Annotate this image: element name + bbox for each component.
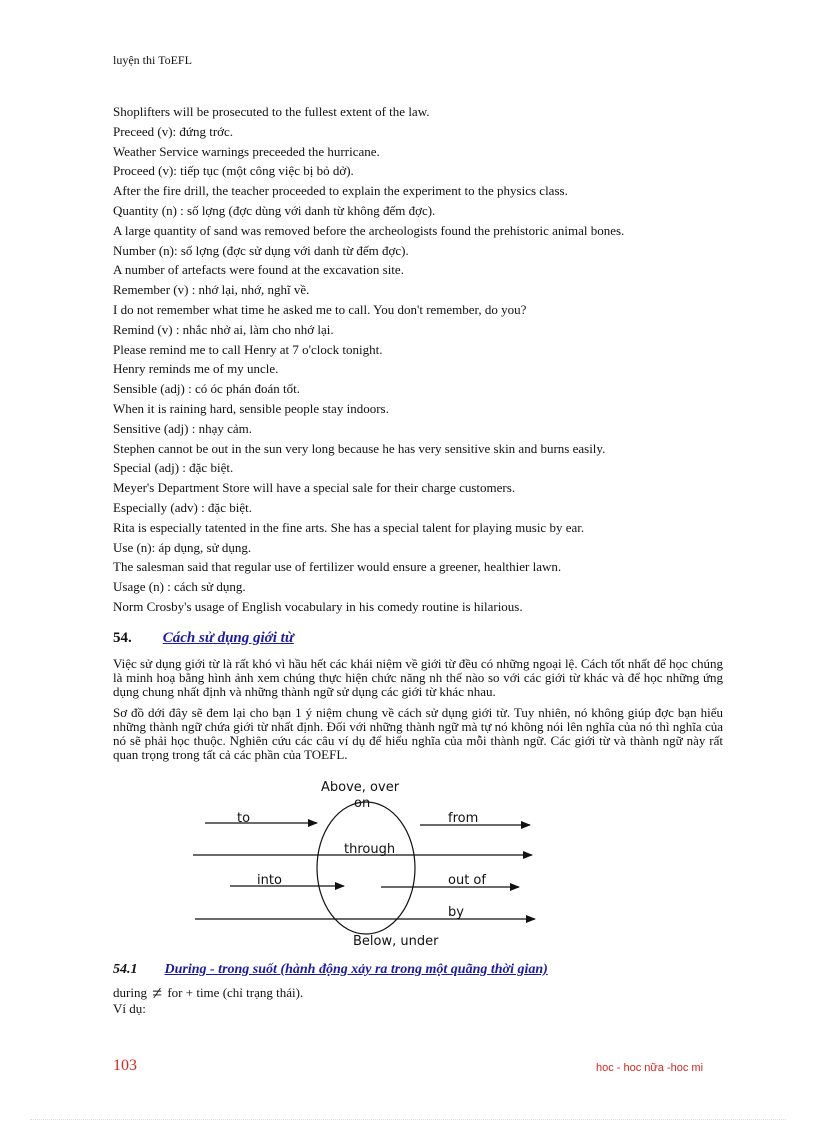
text-line: Sensible (adj) : có óc phán đoán tốt. [113,381,301,397]
text-line: When it is raining hard, sensible people stay indoors. [113,400,389,416]
page-header: luyện thi ToEFL [113,53,192,67]
during-note [113,985,303,1016]
page-number: 103 [113,1057,137,1074]
text-line: Henry reminds me of my uncle. [113,361,279,377]
subsection-heading [113,962,548,978]
label-on: on [354,796,371,811]
text-line: A number of artefacts were found at the excavation site. [113,262,404,278]
during-contrast: for + time (chỉ trạng thái). [167,985,304,1000]
label-from: from [448,811,479,826]
diagram-circle [317,802,415,934]
footer-note: hoc - hoc nữa -hoc mi [596,1062,704,1074]
example-label: Ví dụ: [113,1001,146,1016]
text-line: Stephen cannot be out in the sun very long because he has very sensitive skin and burns easily. [113,440,606,456]
text-line: Usage (n) : cách sử dụng. [113,579,246,595]
text-line: Preceed (v): đứng trớc. [113,123,234,139]
text-line: Special (adj) : đặc biệt. [113,460,234,476]
text-line: Please remind me to call Henry at 7 o'clock tonight. [113,341,383,357]
section-heading [113,630,294,647]
label-into: into [257,873,282,888]
page-bottom-divider [30,1119,786,1120]
text-line: Number (n): số lợng (đợc sử dụng với danh từ đếm đợc). [113,242,409,258]
text-line: I do not remember what time he asked me to call. You don't remember, do you? [113,301,527,317]
text-line: Proceed (v): tiếp tục (một công việc bị bỏ dở). [113,163,354,179]
label-to: to [237,811,251,826]
label-through: through [344,842,396,857]
subsection-number: 54.1 [113,962,138,977]
label-by: by [448,905,464,920]
during-rule [113,985,303,1001]
label-out-of: out of [448,873,486,888]
text-line: Weather Service warnings preceeded the hurricane. [113,143,380,159]
intro-paragraph: Việc sử dụng giới từ là rất khó vì hầu hết các khái niệm về giới từ đều có những ngoại lệ. Cách tốt nhất để học chúng là minh hoạ bằng hình ảnh xem chúng thực hiện chức năng nh thế nào so với các giới từ khác và để học những ứng dụng chung nhất định và những thành ngữ sử dụng các giới từ khác nhau. [113,656,723,699]
text-line: Rita is especially tatented in the fine arts. She has a special talent for playing music by ear. [113,519,585,535]
label-below: Below, under [353,934,439,949]
section-number: 54. [113,630,132,646]
text-line: Sensitive (adj) : nhạy cảm. [113,420,252,436]
not-equal-symbol: ≠ [152,983,163,1003]
section-title-link[interactable]: Cách sử dụng giới từ [162,630,294,646]
text-line: Especially (adv) : đặc biệt. [113,499,252,515]
label-above: Above, over [321,780,400,795]
text-line: A large quantity of sand was removed before the archeologists found the prehistoric animal bones. [113,222,625,238]
during-word: during [113,985,147,1000]
text-line: After the fire drill, the teacher proceeded to explain the experiment to the physics class. [113,183,568,199]
diagram-paragraph: Sơ đồ dới đây sẽ đem lại cho bạn 1 ý niệm chung về cách sử dụng giới từ. Tuy nhiên, nó không giúp đợc bạn hiểu những thành ngữ chứa giới từ nhất định. Đối với những thành ngữ mà tự nó không nói lên nghĩa của nó thì nghĩa của nó sẽ phải học thuộc. Nghiên cứu các câu ví dụ để hiểu nghĩa của mỗi thành ngữ. Các giới từ và thành ngữ này rất quan trọng trong tất cả các phần của TOEFL. [113,705,723,762]
text-line: Quantity (n) : số lợng (đợc dùng với danh từ không đếm đợc). [113,202,436,218]
text-line: The salesman said that regular use of fertilizer would ensure a greener, healthier lawn. [113,559,562,575]
preposition-diagram [190,775,550,953]
text-line: Use (n): áp dụng, sử dụng. [113,539,252,555]
text-line: Meyer's Department Store will have a special sale for their charge customers. [113,480,516,496]
text-line: Remember (v) : nhớ lại, nhớ, nghĩ về. [113,282,310,298]
vocabulary-list [113,102,713,617]
text-line: Shoplifters will be prosecuted to the fullest extent of the law. [113,104,430,119]
text-line: Norm Crosby's usage of English vocabulary in his comedy routine is hilarious. [113,598,523,614]
subsection-title-link[interactable]: During - trong suốt (hành động xảy ra trong một quãng thời gian) [164,962,548,977]
text-line: Remind (v) : nhắc nhở ai, làm cho nhớ lại. [113,321,334,337]
